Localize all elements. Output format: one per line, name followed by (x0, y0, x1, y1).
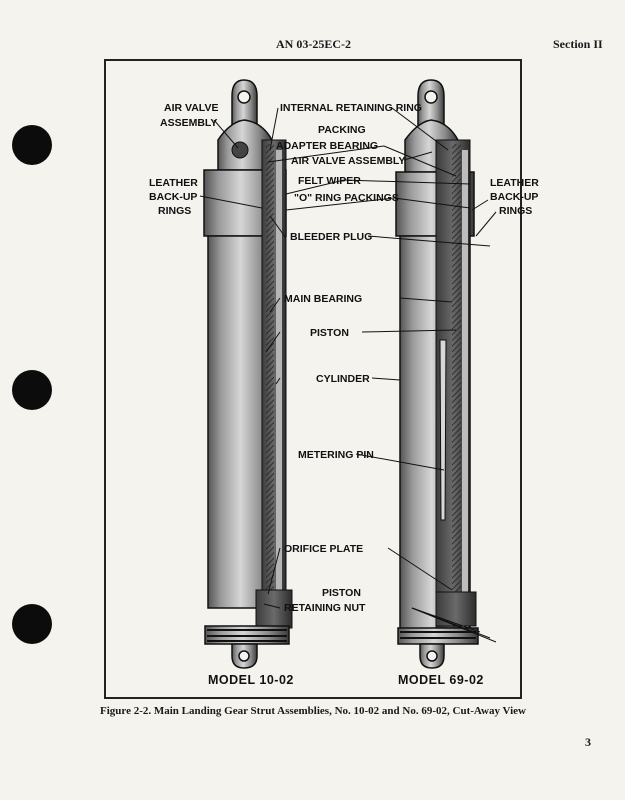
callout-leather-backup-right-1: LEATHER (490, 177, 539, 189)
figure-caption: Figure 2-2. Main Landing Gear Strut Assemblies, No. 10-02 and No. 69-02, Cut-Away View (100, 705, 526, 717)
callout-air-valve-assembly-left-1: AIR VALVE (164, 102, 219, 114)
callout-piston-retaining-nut-1: PISTON (322, 587, 361, 599)
callout-piston: PISTON (310, 327, 349, 339)
callout-piston-retaining-nut-2: RETAINING NUT (284, 602, 366, 614)
page-number: 3 (585, 735, 591, 749)
section-label: Section II (553, 37, 603, 51)
callout-leather-backup-right-3: RINGS (499, 205, 533, 217)
model-label-69-02: MODEL 69-02 (398, 673, 484, 687)
callout-leather-backup-left-2: BACK-UP (149, 191, 198, 203)
callout-air-valve-assembly-left-2: ASSEMBLY (160, 117, 218, 129)
callout-o-ring-packings: "O" RING PACKINGS (294, 192, 399, 204)
callout-cylinder: CYLINDER (316, 373, 370, 385)
callout-internal-retaining-ring: INTERNAL RETAINING RING (280, 102, 422, 114)
callout-orifice-plate: ORIFICE PLATE (284, 543, 364, 555)
callout-felt-wiper: FELT WIPER (298, 175, 361, 187)
callout-packing: PACKING (318, 124, 366, 136)
callout-leather-backup-left-3: RINGS (158, 205, 192, 217)
callout-leather-backup-right-2: BACK-UP (490, 191, 539, 203)
model-label-10-02: MODEL 10-02 (208, 673, 294, 687)
callout-metering-pin: METERING PIN (298, 449, 374, 461)
callout-adapter-bearing: ADAPTER BEARING (276, 140, 379, 152)
document-number: AN 03-25EC-2 (276, 37, 351, 51)
callout-leather-backup-left-1: LEATHER (149, 177, 198, 189)
callout-main-bearing: MAIN BEARING (284, 293, 363, 305)
strut-model-10-02 (204, 80, 292, 668)
callout-bleeder-plug: BLEEDER PLUG (290, 231, 373, 243)
callout-air-valve-assembly-center: AIR VALVE ASSEMBLY (291, 155, 406, 167)
